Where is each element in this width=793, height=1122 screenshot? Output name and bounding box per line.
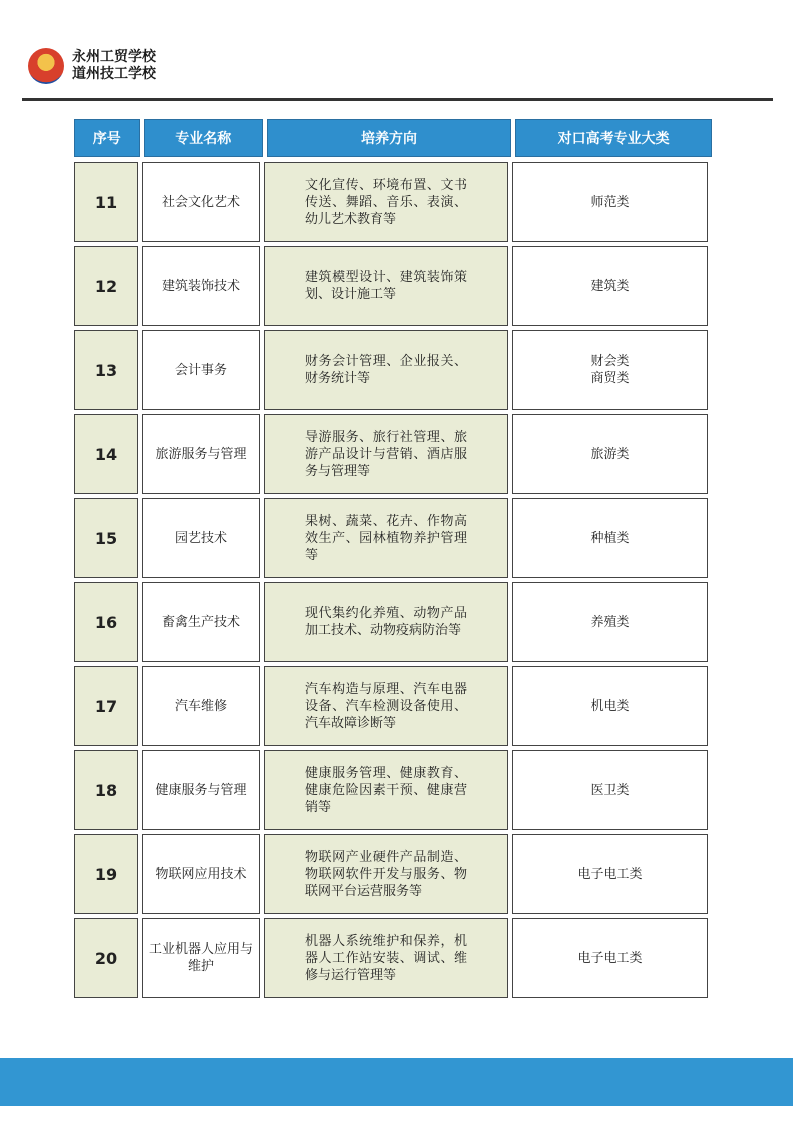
row-direction: 财务会计管理、企业报关、财务统计等 <box>264 330 508 410</box>
row-no: 13 <box>74 330 138 410</box>
row-no: 20 <box>74 918 138 998</box>
row-direction: 导游服务、旅行社管理、旅游产品设计与营销、酒店服务与管理等 <box>264 414 508 494</box>
table-row <box>74 246 712 326</box>
row-category: 养殖类 <box>512 582 708 662</box>
row-no: 15 <box>74 498 138 578</box>
school-name-2: 道州技工学校 <box>72 66 156 82</box>
row-category: 电子电工类 <box>512 918 708 998</box>
header-category: 对口高考专业大类 <box>515 119 712 157</box>
table-header-row <box>74 119 712 157</box>
table-row <box>74 750 712 830</box>
row-no: 14 <box>74 414 138 494</box>
school-logo-block <box>28 48 156 84</box>
header-direction: 培养方向 <box>267 119 511 157</box>
header-divider <box>22 98 773 101</box>
row-major: 园艺技术 <box>142 498 260 578</box>
row-direction: 汽车构造与原理、汽车电器设备、汽车检测设备使用、汽车故障诊断等 <box>264 666 508 746</box>
row-major: 畜禽生产技术 <box>142 582 260 662</box>
header-no: 序号 <box>74 119 140 157</box>
row-direction: 建筑模型设计、建筑装饰策划、设计施工等 <box>264 246 508 326</box>
table-row <box>74 162 712 242</box>
school-name-1: 永州工贸学校 <box>72 49 156 65</box>
row-major: 社会文化艺术 <box>142 162 260 242</box>
row-no: 12 <box>74 246 138 326</box>
table-row <box>74 918 712 998</box>
table-row <box>74 834 712 914</box>
row-major: 会计事务 <box>142 330 260 410</box>
row-no: 19 <box>74 834 138 914</box>
row-direction: 机器人系统维护和保养，机器人工作站安装、调试、维修与运行管理等 <box>264 918 508 998</box>
row-no: 18 <box>74 750 138 830</box>
row-major: 物联网应用技术 <box>142 834 260 914</box>
school-emblem-icon <box>28 48 64 84</box>
row-category: 机电类 <box>512 666 708 746</box>
table-row <box>74 414 712 494</box>
row-major: 汽车维修 <box>142 666 260 746</box>
row-category: 医卫类 <box>512 750 708 830</box>
school-names <box>72 49 156 83</box>
row-direction: 现代集约化养殖、动物产品加工技术、动物疫病防治等 <box>264 582 508 662</box>
row-direction: 物联网产业硬件产品制造、物联网软件开发与服务、物联网平台运营服务等 <box>264 834 508 914</box>
row-direction: 健康服务管理、健康教育、健康危险因素干预、健康营销等 <box>264 750 508 830</box>
row-category: 建筑类 <box>512 246 708 326</box>
header-major: 专业名称 <box>144 119 263 157</box>
footer-bar <box>0 1058 793 1106</box>
row-major: 健康服务与管理 <box>142 750 260 830</box>
row-category: 旅游类 <box>512 414 708 494</box>
row-direction: 果树、蔬菜、花卉、作物高效生产、园林植物养护管理等 <box>264 498 508 578</box>
row-category: 电子电工类 <box>512 834 708 914</box>
table-row <box>74 330 712 410</box>
majors-table <box>74 119 712 1002</box>
row-major: 旅游服务与管理 <box>142 414 260 494</box>
row-category: 种植类 <box>512 498 708 578</box>
row-no: 17 <box>74 666 138 746</box>
row-major: 建筑装饰技术 <box>142 246 260 326</box>
row-major: 工业机器人应用与维护 <box>142 918 260 998</box>
row-category: 财会类 商贸类 <box>512 330 708 410</box>
table-row <box>74 498 712 578</box>
row-direction: 文化宣传、环境布置、文书传送、舞蹈、音乐、表演、幼儿艺术教育等 <box>264 162 508 242</box>
row-no: 16 <box>74 582 138 662</box>
row-category: 师范类 <box>512 162 708 242</box>
table-row <box>74 666 712 746</box>
row-no: 11 <box>74 162 138 242</box>
table-row <box>74 582 712 662</box>
